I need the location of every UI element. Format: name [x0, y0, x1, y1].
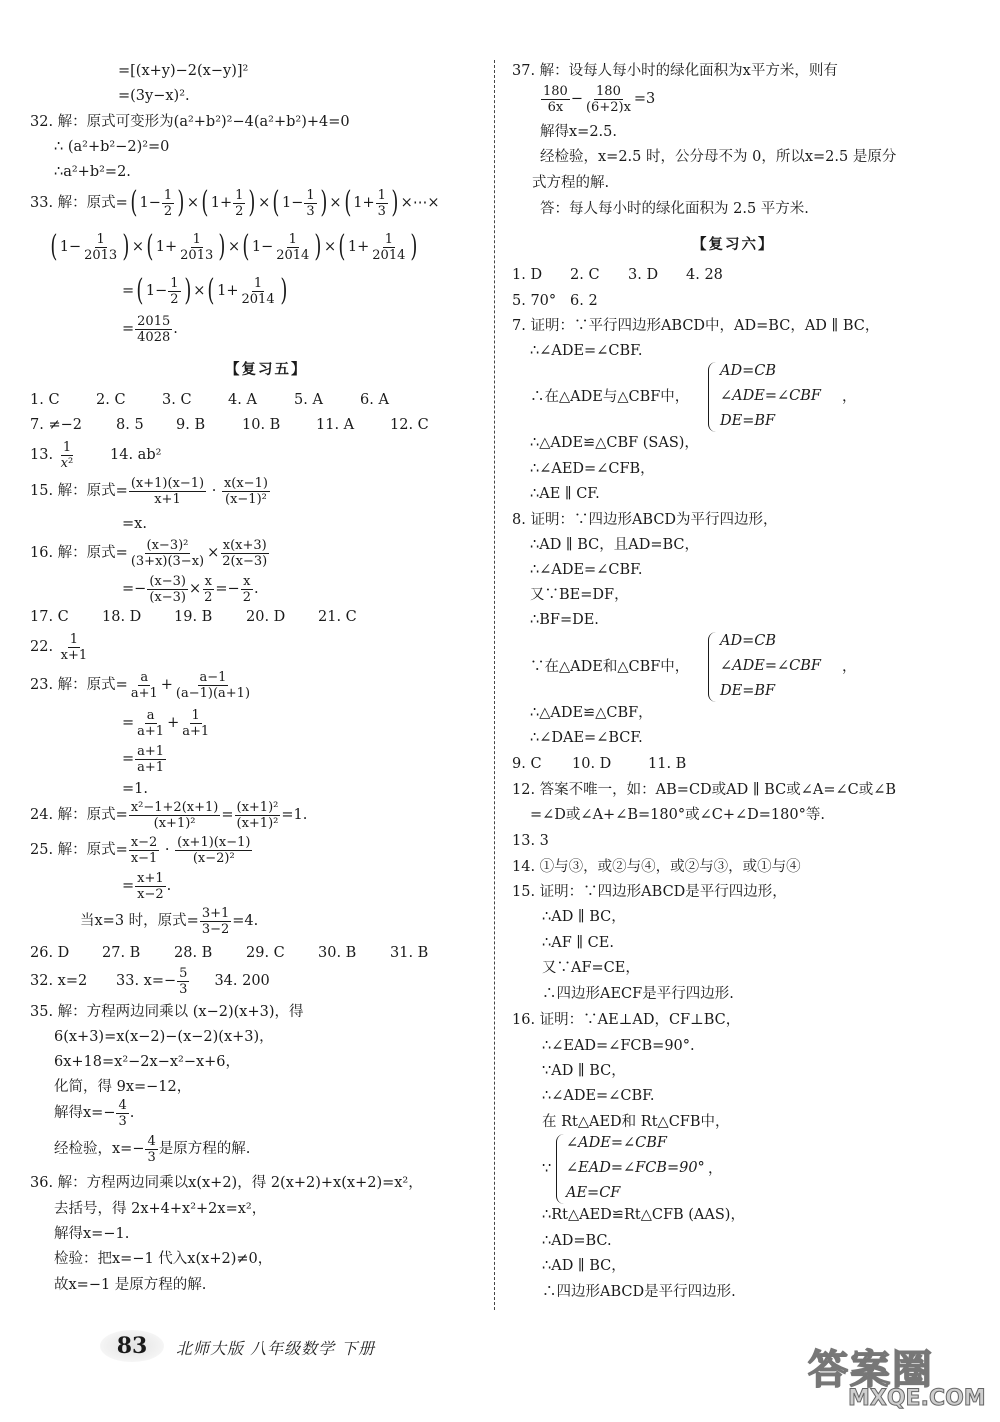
- q14-answer: 14. ①与③，或②与④，或②与③，或①与④: [512, 859, 801, 875]
- answer-19: 19. B: [174, 609, 213, 625]
- q16-line-1: 16. 证明：∵AE⊥AD，CF⊥BC，: [512, 1012, 741, 1028]
- q7-brace: [708, 362, 717, 432]
- answer-6: 6. A: [360, 392, 389, 408]
- q8-brace: [708, 632, 717, 702]
- answers-row-4: [30, 944, 462, 962]
- q33-expression-3: =( 1− $\frac{1}{2}$ ) ×( 1+ $\frac{1}{2014}$ ): [122, 273, 287, 308]
- q23-line-1: 23. 解：原式= $\frac{a}{a+1}$ + $\frac{a-1}{(a-1)(a+1)}$: [30, 669, 251, 701]
- q8-line-3: ∴∠ADE=∠CBF.: [530, 562, 643, 578]
- q23-line-3: = $\frac{a+1}{a+1}$: [122, 743, 165, 775]
- q23-line-2: = $\frac{a}{a+1}$ + $\frac{1}{a+1}$: [122, 707, 210, 739]
- q31-continuation-1: =[(x+y)−2(x−y)]²: [118, 63, 249, 79]
- q32-line-3: ∴a²+b²=2.: [54, 164, 131, 180]
- q7-line-1: 7. 证明：∵平行四边形ABCD中，AD=BC，AD ∥ BC，: [512, 318, 880, 334]
- answer-3: 3. D: [628, 267, 659, 283]
- q8-line-8: ∴∠DAE=∠BCF.: [530, 730, 643, 746]
- q15-line-1: 15. 证明：∵四边形ABCD是平行四边形，: [512, 884, 787, 900]
- answer-4: 4. 28: [686, 267, 723, 283]
- q16-line-4: ∴∠ADE=∠CBF.: [542, 1088, 655, 1104]
- answer-5: 5. 70°: [512, 293, 557, 309]
- q37-line-4: 经检验，x=2.5 时，公分母不为 0，所以x=2.5 是原分: [540, 149, 897, 165]
- q8-line-5: ∴BF=DE.: [530, 612, 599, 628]
- answer-2: 2. C: [96, 392, 126, 408]
- q35-line-4: 化简，得 9x=−12，: [54, 1079, 192, 1095]
- q7-line-5: ∴∠AED=∠CFB，: [530, 461, 655, 477]
- answer-2: 2. C: [570, 267, 600, 283]
- q15-line-2: ∴AD ∥ BC，: [542, 909, 626, 925]
- q33-expression-1: 33. 解：原式=( 1− $\frac{1}{2}$ ) ×( 1+ $\frac{1}{2}$ ) ×( 1− $\frac{1}{3}$ ) ×( 1+ $\frac{1}{3}$ ) ×⋯×: [30, 185, 440, 220]
- q16-line-8: ∴AD ∥ BC，: [542, 1258, 626, 1274]
- answer-1: 1. D: [512, 267, 543, 283]
- q7-in-triangles: ∴在△ADE与△CBF中，: [530, 389, 690, 405]
- q25-line-2: = $\frac{x+1}{x-2}$ .: [122, 870, 172, 902]
- answers-row-3: [30, 608, 390, 626]
- q36-line-3: 解得x=−1.: [54, 1226, 130, 1242]
- answer-30: 30. B: [318, 945, 357, 961]
- q33-expression-4: = $\frac{2015}{4028}$ .: [122, 313, 178, 345]
- q15-result: =x.: [122, 516, 147, 532]
- q12-line-1: 12. 答案不唯一，如：AB=CD或AD ∥ BC或∠A=∠C或∠B: [512, 782, 897, 798]
- answer-5: 5. A: [294, 392, 323, 408]
- watermark-logo: [808, 1338, 988, 1418]
- answer-9: 9. B: [176, 417, 206, 433]
- section-heading-review-6: 【复习六】: [692, 236, 775, 253]
- answer-10: 10. B: [242, 417, 281, 433]
- q16-line-6: ∴Rt△AED≌Rt△CFB (AAS)，: [542, 1207, 745, 1223]
- q8-comma: ，: [842, 659, 857, 675]
- q37-line-3: 解得x=2.5.: [540, 124, 617, 140]
- answer-12: 12. C: [390, 417, 429, 433]
- answer-3: 3. C: [162, 392, 192, 408]
- q8-line-1: 8. 证明：∵四边形ABCD为平行四边形，: [512, 512, 778, 528]
- answers-row-1: [512, 266, 744, 284]
- q36-line-4: 检验：把x=−1 代入x(x+2)≠0，: [54, 1251, 273, 1267]
- answer-11: 11. B: [648, 756, 687, 772]
- q13-answer: 13. 3: [512, 833, 549, 849]
- q24-line: 24. 解：原式= $\frac{\text{x²−1+2(x+1)}}{\text{(x+1)²}}$ = $\frac{\text{(x+1)²}}{\text{(x+1)²}}$ =1.: [30, 799, 308, 831]
- q36-line-2: 去括号，得 2x+4+x²+2x=x²，: [54, 1201, 267, 1217]
- q16-line-9: ∴四边形ABCD是平行四边形.: [542, 1284, 736, 1300]
- answer-4: 4. A: [228, 392, 257, 408]
- q8-system: AD=CB ∠ADE=∠CBF DE=BF: [720, 633, 821, 699]
- answer-34: 34. 200: [214, 973, 270, 989]
- answer-17: 17. C: [30, 609, 69, 625]
- q7-line-2: ∴∠ADE=∠CBF.: [530, 343, 643, 359]
- section-heading-review-5: 【复习五】: [225, 361, 308, 378]
- q23-result: =1.: [122, 781, 148, 797]
- answer-18: 18. D: [102, 609, 142, 625]
- q37-line-6: 答：每人每小时的绿化面积为 2.5 平方米.: [540, 201, 809, 217]
- answers-row-1: [30, 391, 426, 409]
- answer-29: 29. C: [246, 945, 285, 961]
- q8-line-7: ∴△ADE≌△CBF，: [530, 705, 653, 721]
- q16-comma: ，: [708, 1161, 723, 1177]
- q31-continuation-2: =(3y−x)².: [118, 88, 190, 104]
- q37-line-1: 37. 解：设每人每小时的绿化面积为x平方米，则有: [512, 63, 838, 79]
- q35-line-5: 解得x=− $\frac{4}{3}$ .: [54, 1097, 135, 1129]
- q7-line-6: ∴AE ∥ CF.: [530, 486, 600, 502]
- q16-line-5: 在 Rt△AED和 Rt△CFB中，: [542, 1114, 730, 1130]
- answers-row-2: [512, 292, 628, 310]
- q7-comma: ，: [842, 389, 857, 405]
- q32-line-1: 32. 解：原式可变形为(a²+b²)²−4(a²+b²)+4=0: [30, 114, 350, 130]
- answers-row-2: [30, 416, 450, 434]
- q14-answer: 14. ab²: [110, 447, 162, 463]
- q32-line-2: ∴ (a²+b²−2)²=0: [54, 139, 170, 155]
- q16-line-2: ∴∠EAD=∠FCB=90°.: [542, 1038, 695, 1054]
- q35-line-3: 6x+18=x²−2x−x²−x+6，: [54, 1054, 241, 1070]
- q7-system: AD=CB ∠ADE=∠CBF DE=BF: [720, 363, 821, 429]
- answer-10: 10. D: [572, 756, 612, 772]
- q15-line-3: ∴AF ∥ CE.: [542, 935, 614, 951]
- q36-line-5: 故x=−1 是原方程的解.: [54, 1277, 207, 1293]
- q16-line-1: 16. 解：原式= $\frac{\text{(x−3)²}}{(3+x)(3-x)}$ × $\frac{x(x+3)}{2(x-3)}$: [30, 537, 268, 569]
- answer-21: 21. C: [318, 609, 357, 625]
- answers-row-5: 32. x=2 33. x=− $\frac{5}{3}$ 34. 200: [30, 965, 270, 997]
- answer-1: 1. C: [30, 392, 60, 408]
- q35-line-1: 35. 解：方程两边同乘以 (x−2)(x+3)，得: [30, 1004, 304, 1020]
- q7-line-4: ∴△ADE≌△CBF (SAS)，: [530, 435, 699, 451]
- q37-equation: $\frac{180}{6x}$ − $\frac{180}{(6+2)x}$ =3: [543, 83, 656, 115]
- q16-because: ∵: [542, 1161, 552, 1177]
- answer-28: 28. B: [174, 945, 213, 961]
- answer-32: 32. x=2: [30, 973, 88, 989]
- q35-line-2: 6(x+3)=x(x−2)−(x−2)(x+3)，: [54, 1029, 274, 1045]
- q13-answer: 13. $\frac{1}{\text{x²}}$: [30, 439, 74, 471]
- q35-line-6: 经检验，x=− $\frac{4}{3}$ 是原方程的解.: [54, 1133, 251, 1165]
- q25-line-1: 25. 解：原式= $\frac{x-2}{x-1}$ · $\frac{(x+1)(x-1)}{\text{(x−2)²}}$: [30, 834, 251, 866]
- q8-in-triangles: ∵在△ADE和△CBF中，: [530, 659, 690, 675]
- q12-line-2: =∠D或∠A+∠B=180°或∠C+∠D=180°等.: [530, 807, 825, 823]
- answer-11: 11. A: [316, 417, 355, 433]
- answer-6: 6. 2: [570, 293, 598, 309]
- page-number: 83: [100, 1330, 164, 1362]
- q15-line-1: 15. 解：原式= $\frac{(x+1)(x-1)}{x+1}$ · $\frac{x(x-1)}{\text{(x−1)²}}$: [30, 475, 268, 507]
- q16-line-3: ∵AD ∥ BC，: [542, 1063, 626, 1079]
- q22-answer: 22. $\frac{1}{x+1}$: [30, 631, 88, 663]
- answer-7: 7. ≠−2: [30, 417, 82, 433]
- answer-31: 31. B: [390, 945, 429, 961]
- q15-line-5: ∴四边形AECF是平行四边形.: [542, 986, 734, 1002]
- answer-8: 8. 5: [116, 417, 144, 433]
- q16-line-2: =− $\frac{(x-3)}{(x-3)}$ × $\frac{x}{2}$ =− $\frac{x}{2}$ .: [122, 573, 259, 605]
- answer-26: 26. D: [30, 945, 70, 961]
- q8-line-4: 又∵BE=DF，: [530, 587, 629, 603]
- book-title: 北师大版 八年级数学 下册: [176, 1339, 376, 1358]
- q15-line-4: 又∵AF=CE，: [542, 960, 640, 976]
- column-divider: [494, 60, 495, 1310]
- page-footer: [100, 1330, 420, 1366]
- q36-line-1: 36. 解：方程两边同乘以x(x+2)，得 2(x+2)+x(x+2)=x²，: [30, 1175, 423, 1191]
- answers-row-3: [512, 755, 708, 773]
- answer-33: 33. x=−: [116, 973, 177, 989]
- q33-label: 33. 解：原式=: [30, 195, 128, 211]
- q37-line-5: 式方程的解.: [532, 175, 610, 191]
- q25-line-3: 当x=3 时，原式= $\frac{3+1}{3-2}$ =4.: [80, 905, 259, 937]
- watermark-logo-text: 答案圈: [808, 1347, 934, 1393]
- q33-expression-2: ( 1− $\frac{1}{2013}$ ) ×( 1+ $\frac{1}{2013}$ ) ×( 1− $\frac{1}{2014}$ ) ×( 1+ $\frac{1}{2014}$ ): [50, 229, 418, 264]
- answer-20: 20. D: [246, 609, 286, 625]
- q16-system: ∠ADE=∠CBF ∠EAD=∠FCB=90° AE=CF: [566, 1135, 705, 1201]
- watermark-url: MXQE.COM: [848, 1386, 986, 1411]
- q16-brace: [556, 1134, 565, 1204]
- q8-line-2: ∴AD ∥ BC，且AD=BC，: [530, 537, 700, 553]
- answer-27: 27. B: [102, 945, 141, 961]
- answer-9: 9. C: [512, 756, 542, 772]
- q16-line-7: ∴AD=BC.: [542, 1233, 612, 1249]
